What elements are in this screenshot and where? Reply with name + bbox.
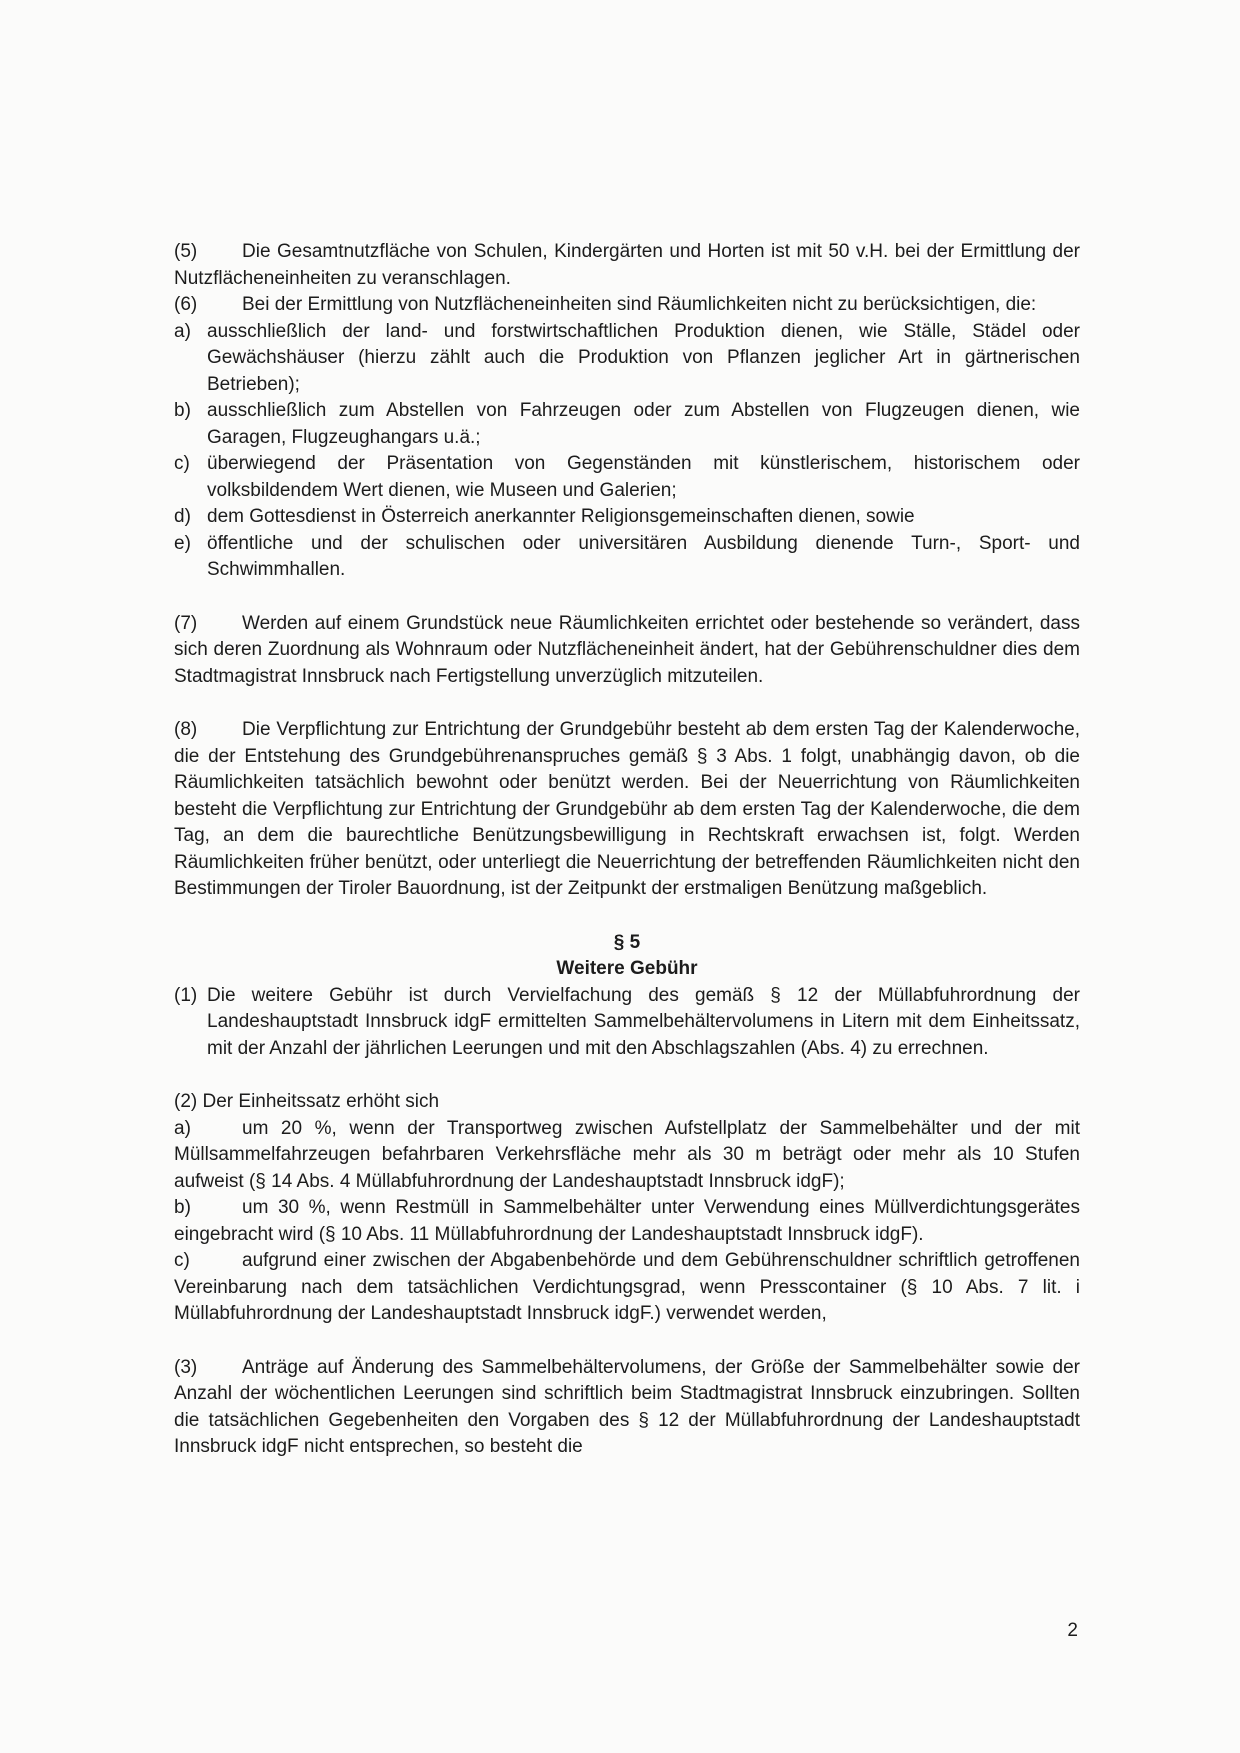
- list-item-label: b): [174, 400, 191, 421]
- paragraph-6: [174, 292, 1080, 319]
- list-item: [174, 398, 1080, 451]
- list-item-text: überwiegend der Präsentation von Gegenständen mit künstlerischem, historischem oder volksbildendem Wert dienen, wie Museen und Galerien;: [207, 453, 1080, 501]
- list-item-label: b): [174, 1197, 191, 1218]
- list-item: [174, 504, 1080, 531]
- paragraph-text: Werden auf einem Grundstück neue Räumlichkeiten errichtet oder bestehende so verändert, dass sich deren Zuordnung als Wohnraum oder Nutzflächeneinheit ändert, hat der Gebührenschuldner dies dem Stadtmagistrat Innsbruck nach Fertigstellung unverzüglich mitzuteilen.: [174, 612, 1080, 687]
- paragraph-7: [174, 611, 1080, 691]
- list-item-text: ausschließlich zum Abstellen von Fahrzeugen oder zum Abstellen von Flugzeugen dienen, wie Garagen, Flugzeughangars u.ä.;: [207, 400, 1080, 448]
- list-item-text: aufgrund einer zwischen der Abgabenbehörde und dem Gebührenschuldner schriftlich getroffenen Vereinbarung nach dem tatsächlichen Verdichtungsgrad, wenn Presscontainer (§ 10 Abs. 7 lit. i Müllabfuhrordnung der Landeshauptstadt Innsbruck idgF.) verwendet werden,: [174, 1250, 1080, 1324]
- paragraph-text: Anträge auf Änderung des Sammelbehältervolumens, der Größe der Sammelbehälter sowie der Anzahl der wöchentlichen Leerungen sind schriftlich beim Stadtmagistrat Innsbruck einzubringen. Sollten die tatsächlichen Gegebenheiten den Vorgaben des § 12 der Müllabfuhrordnung der Landeshauptstadt Innsbruck idgF nicht entsprechen, so besteht die: [174, 1356, 1080, 1457]
- section-number: § 5: [613, 931, 641, 953]
- paragraph-label: (1): [174, 984, 198, 1006]
- section5-abs3: [174, 1355, 1080, 1461]
- list-item: [174, 319, 1080, 399]
- list-item: [174, 1248, 1080, 1328]
- section5-abs1: [174, 983, 1080, 1063]
- list-item: [174, 451, 1080, 504]
- page-number: 2: [1067, 1620, 1078, 1641]
- list-item-label: d): [174, 506, 191, 527]
- paragraph-label: (8): [174, 719, 198, 740]
- page-content: [174, 239, 1080, 1461]
- list-item: [174, 1195, 1080, 1248]
- list-item-label: a): [174, 1117, 191, 1139]
- paragraph-label: (3): [174, 1356, 198, 1378]
- section5-abs2-intro: (2) Der Einheitssatz erhöht sich: [174, 1091, 440, 1112]
- list-item-label: e): [174, 532, 191, 554]
- list-item-text: ausschließlich der land- und forstwirtschaftlichen Produktion dienen, wie Ställe, Städel oder Gewächshäuser (hierzu zählt auch die Produktion von Pflanzen jeglicher Art in gärtnerischen Betrieben);: [207, 320, 1080, 395]
- paragraph-label: (7): [174, 612, 198, 634]
- paragraph-text: Die Gesamtnutzfläche von Schulen, Kindergärten und Horten ist mit 50 v.H. bei der Ermittlung der Nutzflächeneinheiten zu veranschlagen.: [174, 241, 1080, 289]
- list-item-text: um 20 %, wenn der Transportweg zwischen Aufstellplatz der Sammelbehälter und der mit Müllsammelfahrzeugen befahrbaren Verkehrsfläche mehr als 30 m beträgt oder mehr als 10 Stufen aufweist (§ 14 Abs. 4 Müllabfuhrordnung der Landeshauptstadt Innsbruck idgF);: [174, 1117, 1080, 1192]
- paragraph-label: (5): [174, 241, 198, 262]
- list-item-text: um 30 %, wenn Restmüll in Sammelbehälter unter Verwendung eines Müllverdichtungsgerätes eingebracht wird (§ 10 Abs. 11 Müllabfuhrordnung der Landeshauptstadt Innsbruck idgF).: [174, 1197, 1080, 1245]
- list-item: [174, 531, 1080, 584]
- list-item-text: öffentliche und der schulischen oder universitären Ausbildung dienende Turn-, Sport- und Schwimmhallen.: [207, 532, 1080, 580]
- paragraph-text: Die Verpflichtung zur Entrichtung der Grundgebühr besteht ab dem ersten Tag der Kalenderwoche, die der Entstehung des Grundgebührenanspruches gemäß § 3 Abs. 1 folgt, unabhängig davon, ob die Räumlichkeiten tatsächlich bewohnt oder benützt werden. Bei der Neuerrichtung von Räumlichkeiten besteht die Verpflichtung zur Entrichtung der Grundgebühr ab dem ersten Tag der Kalenderwoche, die dem Tag, an dem die baurechtliche Benützungsbewilligung in Rechtskraft erwachsen ist, folgt. Werden Räumlichkeiten früher benützt, oder unterliegt die Neuerrichtung der betreffenden Räumlichkeiten nicht den Bestimmungen der Tiroler Bauordnung, ist der Zeitpunkt der erstmaligen Benützung maßgeblich.: [174, 719, 1080, 899]
- list-item-label: a): [174, 320, 191, 342]
- list-item-label: c): [174, 1250, 190, 1271]
- section-title: Weitere Gebühr: [556, 958, 698, 979]
- paragraph-text: Die weitere Gebühr ist durch Vervielfachung des gemäß § 12 der Müllabfuhrordnung der Landeshauptstadt Innsbruck idgF ermittelten Sammelbehältervolumens in Litern mit dem Einheitssatz, mit der Anzahl der jährlichen Leerungen und mit den Abschlagszahlen (Abs. 4) zu errechnen.: [207, 984, 1080, 1059]
- paragraph-label: (6): [174, 294, 198, 315]
- list-item-text: dem Gottesdienst in Österreich anerkannter Religionsgemeinschaften dienen, sowie: [207, 506, 915, 527]
- paragraph-5: [174, 239, 1080, 292]
- paragraph-8: [174, 717, 1080, 903]
- list-item: [174, 1116, 1080, 1196]
- paragraph-text: Bei der Ermittlung von Nutzflächeneinheiten sind Räumlichkeiten nicht zu berücksichtigen, die:: [242, 294, 1037, 315]
- list-item-label: c): [174, 453, 190, 474]
